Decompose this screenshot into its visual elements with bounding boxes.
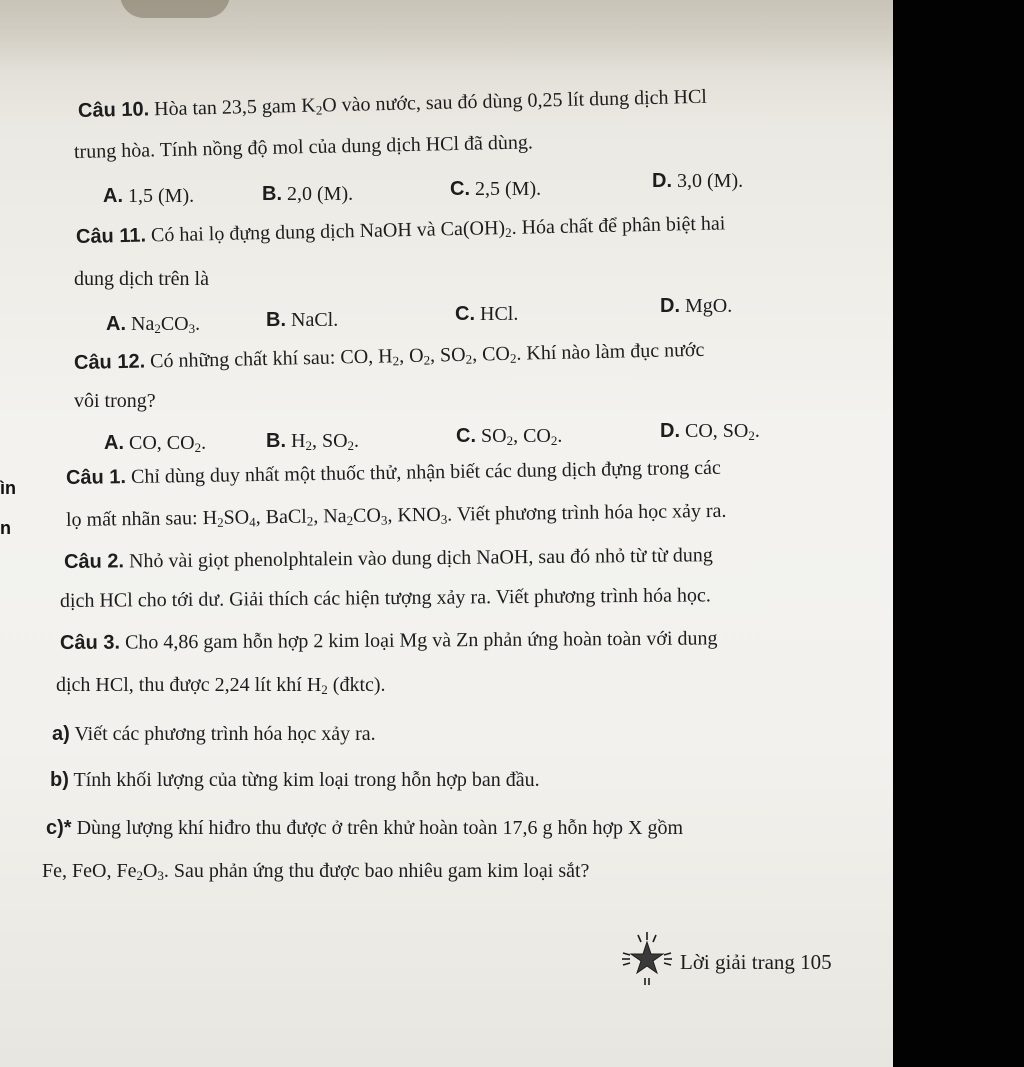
side-fragment-1: ìn	[0, 478, 16, 498]
solution-reference-text: Lời giải trang 105	[680, 950, 832, 974]
q10-option-b: B. 2,0 (M).	[262, 183, 354, 205]
q12-line1: Câu 12. Có những chất khí sau: CO, $H_2$, $O_2$, $SO_2$, $CO_2$. Khí nào làm đục nước	[73, 338, 705, 374]
q10-option-c: C. 2,5 (M).	[450, 178, 542, 200]
q11-option-b: B. NaCl.	[266, 309, 339, 331]
q12-option-a: A. CO, $CO_2$.	[104, 432, 207, 455]
side-fragment-2: n	[0, 518, 11, 538]
solution-reference	[618, 930, 878, 990]
q12-option-c: C. $SO_2$, $CO_2$.	[456, 425, 563, 448]
q12-label: Câu 12.	[73, 350, 146, 374]
p3-part-c-line2: Fe, FeO, $Fe_2O_3$. Sau phản ứng thu được bao nhiêu gam kim loại sắt?	[42, 860, 590, 883]
q10-option-d: D. 3,0 (M).	[652, 170, 744, 192]
corner-decoration	[120, 0, 230, 18]
q11-option-a: A. $Na_2CO_3$.	[106, 313, 201, 336]
p1-label: Câu 1.	[65, 466, 127, 489]
q12-line2: vôi trong?	[74, 390, 156, 412]
bleed-through	[299, 290, 304, 310]
q10-label: Câu 10.	[77, 98, 150, 122]
q11-label: Câu 11.	[75, 224, 147, 248]
p3-part-a: a) Viết các phương trình hóa học xảy ra.	[52, 723, 376, 745]
background-frame	[893, 0, 1024, 1067]
p3-line1: Câu 3. Cho 4,86 gam hỗn hợp 2 kim loại Mg và Zn phản ứng hoàn toàn với dung	[59, 627, 718, 654]
p3-line2: dịch HCl, thu được 2,24 lít khí $H_2$ (đktc).	[56, 674, 386, 697]
q11-option-c: C. HCl.	[455, 303, 519, 325]
q12-option-b: B. $H_2$, $SO_2$.	[266, 430, 360, 453]
q10-line2: trung hòa. Tính nồng độ mol của dung dịch HCl đã dùng.	[73, 131, 534, 163]
star-icon	[618, 930, 676, 988]
p3-part-b: b) Tính khối lượng của từng kim loại trong hỗn hợp ban đầu.	[50, 769, 540, 791]
p2-label: Câu 2.	[63, 550, 125, 573]
p3-label: Câu 3.	[59, 631, 121, 654]
q10-option-a: A. 1,5 (M).	[103, 185, 195, 207]
p3-part-c-line1: c)* Dùng lượng khí hiđro thu được ở trên khử hoàn toàn 17,6 g hỗn hợp X gồm	[46, 817, 684, 839]
q12-option-d: D. CO, $SO_2$.	[660, 420, 760, 443]
q10-line1: Câu 10. Hòa tan 23,5 gam $K_2O$ vào nước, sau đó dùng 0,25 lít dung dịch HCl	[77, 85, 708, 122]
q11-line1: Câu 11. Có hai lọ đựng dung dịch NaOH và $Ca(OH)_2$. Hóa chất để phân biệt hai	[75, 212, 726, 248]
p1-line1: Câu 1. Chỉ dùng duy nhất một thuốc thử, nhận biết các dung dịch đựng trong các	[65, 456, 722, 489]
q11-line2: dung dịch trên là	[74, 268, 209, 290]
p1-line2: lọ mất nhãn sau: $H_2SO_4$, BaCl$_2$, $Na_2CO_3$, $KNO_3$. Viết phương trình hóa học xảy ra.	[65, 499, 727, 531]
p2-line1: Câu 2. Nhỏ vài giọt phenolphtalein vào dung dịch NaOH, sau đó nhỏ từ từ dung	[63, 544, 713, 573]
p2-line2: dịch HCl cho tới dư. Giải thích các hiện tượng xảy ra. Viết phương trình hóa học.	[59, 584, 711, 612]
q11-option-d: D. MgO.	[660, 295, 733, 317]
